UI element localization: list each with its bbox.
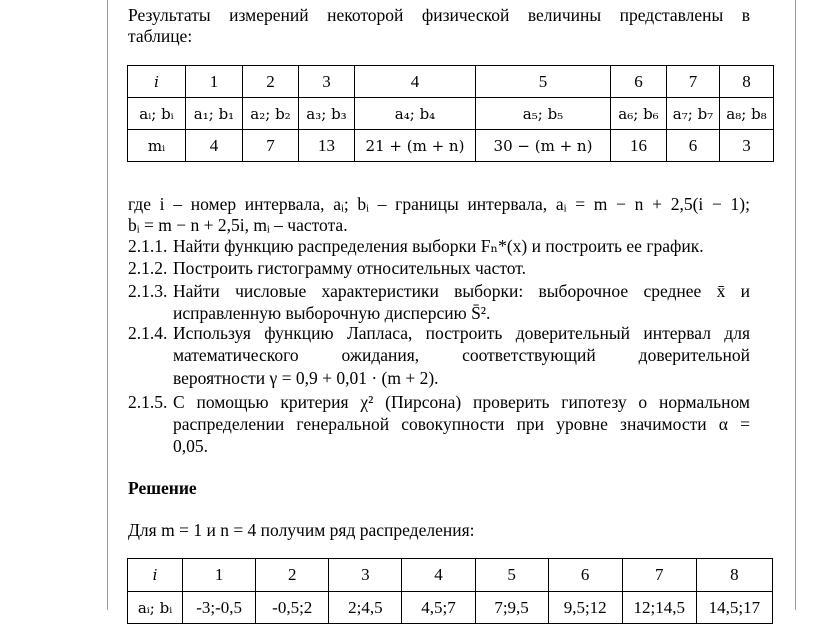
table-cell: a₈; b₈	[720, 98, 774, 130]
table-cell: 8	[720, 66, 774, 98]
task-text: исправленную выборочную дисперсию S̄².	[173, 303, 491, 323]
table-cell: 6	[548, 559, 622, 592]
table-cell: 7	[622, 559, 696, 592]
table-cell: 2	[256, 559, 329, 592]
table-cell: -3;-0,5	[183, 592, 256, 624]
table-cell: i	[128, 559, 183, 592]
page-margin-right	[795, 0, 796, 610]
table-cell: 3	[329, 559, 402, 592]
table-cell: 16	[611, 130, 667, 162]
table-cell: 3	[720, 130, 774, 162]
distribution-table	[127, 558, 773, 624]
table-cell: 2;4,5	[329, 592, 402, 624]
intro-line-1: Результаты измерений некоторой физической величины представлены в	[128, 5, 750, 25]
table-cell: 9,5;12	[548, 592, 622, 624]
table-cell: 14,5;17	[696, 592, 772, 624]
task-text: Найти числовые характеристики выборки: выборочное среднее x̄ и	[173, 281, 750, 301]
task-number: 2.1.4.	[128, 323, 168, 343]
table-cell: 4	[402, 559, 475, 592]
task-text: Построить гистограмму относительных частот.	[173, 258, 526, 278]
task-text: С помощью критерия χ² (Пирсона) проверить гипотезу о нормальном	[173, 392, 750, 412]
measurement-table	[127, 65, 774, 162]
table-cell: 7	[243, 130, 299, 162]
table-header-row	[128, 559, 773, 592]
table-cell: 4	[355, 66, 476, 98]
table-cell: 30 − (m + n)	[476, 130, 611, 162]
intro-line-2: таблице:	[128, 26, 193, 46]
table-cell: 21 + (m + n)	[355, 130, 476, 162]
table-cell: 5	[476, 66, 611, 98]
table-cell: a₆; b₆	[611, 98, 667, 130]
table-cell: 1	[186, 66, 243, 98]
task-text: 0,05.	[173, 436, 208, 456]
task-text: Найти функцию распределения выборки Fₙ*(x) и построить ее график.	[173, 236, 704, 256]
task-number: 2.1.5.	[128, 392, 168, 412]
table-cell: a₂; b₂	[243, 98, 299, 130]
task-number: 2.1.3.	[128, 281, 168, 301]
table-cell: a₇; b₇	[667, 98, 720, 130]
table-row	[128, 130, 774, 162]
table-cell: aᵢ; bᵢ	[128, 592, 183, 624]
table-header-row	[128, 66, 774, 98]
task-number: 2.1.1.	[128, 236, 168, 256]
task-text: Используя функцию Лапласа, построить доверительный интервал для	[173, 323, 750, 343]
definitions-line-1: где i – номер интервала, aᵢ; bᵢ – границы интервала, aᵢ = m − n + 2,5(i − 1);	[128, 194, 750, 214]
table-cell: a₄; b₄	[355, 98, 476, 130]
table-cell: i	[128, 66, 186, 98]
table-cell: 6	[667, 130, 720, 162]
task-number: 2.1.2.	[128, 258, 168, 278]
task-text: распределении генеральной совокупности при уровне значимости α =	[173, 414, 750, 434]
table-cell: 1	[183, 559, 256, 592]
table-cell: 7;9,5	[475, 592, 548, 624]
table-cell: 5	[475, 559, 548, 592]
table-cell: 4,5;7	[402, 592, 475, 624]
solution-heading: Решение	[128, 478, 197, 498]
table-cell: a₅; b₅	[476, 98, 611, 130]
table-cell: 3	[299, 66, 355, 98]
table-row	[128, 592, 773, 624]
table-cell: aᵢ; bᵢ	[128, 98, 186, 130]
table-cell: 13	[299, 130, 355, 162]
table-cell: 7	[667, 66, 720, 98]
table-cell: 8	[696, 559, 772, 592]
table-cell: a₃; b₃	[299, 98, 355, 130]
table-cell: 2	[243, 66, 299, 98]
page-margin-left	[107, 0, 108, 610]
task-text: вероятности γ = 0,9 + 0,01 · (m + 2).	[173, 368, 439, 388]
table-cell: 4	[186, 130, 243, 162]
table-cell: a₁; b₁	[186, 98, 243, 130]
table-cell: 6	[611, 66, 667, 98]
table-cell: mᵢ	[128, 130, 186, 162]
table-cell: 12;14,5	[622, 592, 696, 624]
definitions-line-2: bᵢ = m − n + 2,5i, mᵢ – частота.	[128, 215, 348, 235]
solution-text: Для m = 1 и n = 4 получим ряд распределения:	[128, 520, 475, 540]
table-row	[128, 98, 774, 130]
task-text: математического ожидания, соответствующий доверительной	[173, 345, 750, 365]
table-cell: -0,5;2	[256, 592, 329, 624]
